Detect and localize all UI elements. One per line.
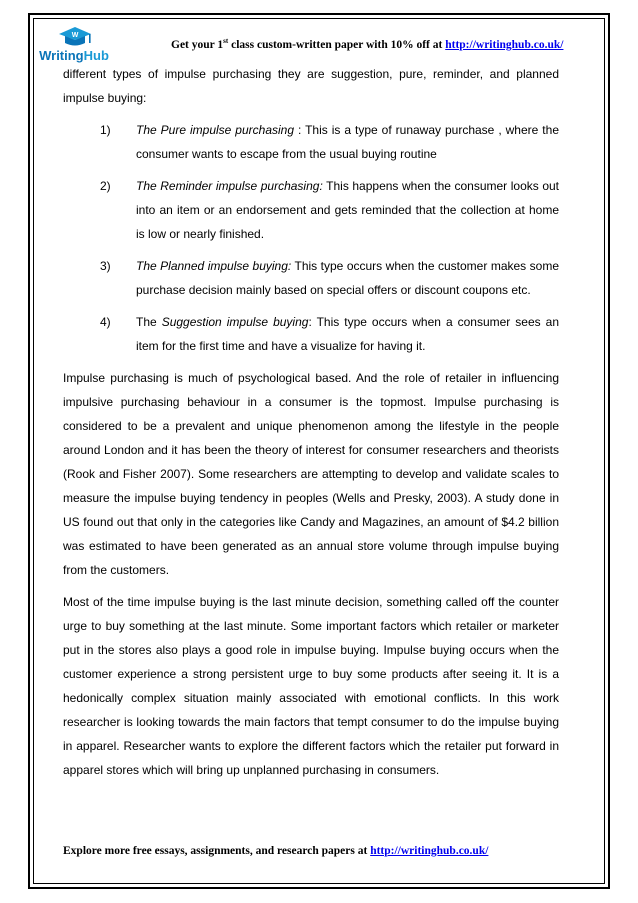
list-lead: The	[136, 315, 162, 329]
logo-text-writing: Writing	[39, 48, 84, 63]
document-body	[63, 62, 559, 782]
intro-paragraph: different types of impulse purchasing they are suggestion, pure, reminder, and planned impulse buying:	[63, 67, 559, 105]
list-item	[63, 118, 559, 166]
header-link[interactable]: http://writinghub.co.uk/	[445, 39, 564, 51]
list-text: : This type occurs when a consumer sees an item for the first time and have a visualize for having it.	[136, 315, 559, 353]
list-number: 1)	[100, 123, 111, 137]
footer-promo	[63, 845, 488, 857]
list-text: : This is a type of runaway purchase , where the consumer wants to escape from the usual buying routine	[136, 123, 559, 161]
list-item	[63, 174, 559, 246]
footer-text: Explore more free essays, assignments, and research papers at	[63, 845, 371, 857]
list-term: The Reminder impulse purchasing:	[136, 179, 323, 193]
logo-text-hub: Hub	[83, 48, 109, 63]
header-promo	[171, 39, 563, 51]
header-prefix: Get your 1	[171, 39, 224, 51]
list-term: The Pure impulse purchasing	[136, 123, 295, 137]
footer-link[interactable]: http://writinghub.co.uk/	[370, 845, 489, 857]
body-paragraph-2: Most of the time impulse buying is the last minute decision, something called off the counter urge to buy something at the last minute. Some important factors which retailer or marketer put in the stores also plays a good role in impulse buying. Impulse buying occurs when the customer experience a strong persistent urge to buy some products after seeing it. It is a hedonically complex situation mainly associated with emotional conflicts. In this work researcher is looking towards the main factors that tempt consumer to do the impulse buying in apparel. Researcher wants to explore the different factors which the retailer put forward in apparel stores which will bring up unplanned purchasing in consumers.	[63, 595, 559, 777]
list-term: Suggestion impulse buying	[161, 315, 309, 329]
svg-text:W: W	[71, 32, 79, 39]
impulse-types-list	[63, 118, 559, 358]
list-number: 3)	[100, 259, 111, 273]
logo-hat-icon	[56, 24, 94, 48]
body-paragraph-1: Impulse purchasing is much of psychological based. And the role of retailer in influencing impulsive purchasing behaviour in a consumer is the topmost. Impulse purchasing is considered to be a prevalent and unique phenomenon among the lifestyle in the people around London and it has been the theory of interest for consumer researchers and theorists (Rook and Fisher 2007). Some researchers are attempting to develop and validate scales to measure the impulse buying tendency in peoples (Wells and Presky, 2003). A study done in US found out that only in the categories like Candy and Magazines, an amount of $4.2 billion was estimated to have been generated as an annual store volume through impulse buying from the customers.	[63, 371, 559, 577]
list-number: 4)	[100, 315, 111, 329]
list-term: The Planned impulse buying:	[136, 259, 292, 273]
list-text: This type occurs when the customer makes some purchase decision mainly based on special offers or discount coupons etc.	[136, 259, 560, 297]
list-item	[63, 310, 559, 358]
list-number: 2)	[100, 179, 111, 193]
list-item	[63, 254, 559, 302]
header-suffix: class custom-written paper with 10% off at	[228, 39, 446, 51]
list-text: This happens when the consumer looks out into an item or an endorsement and gets reminded that the collection at home is low or nearly finished.	[136, 179, 560, 241]
header-superscript: st	[223, 37, 229, 46]
